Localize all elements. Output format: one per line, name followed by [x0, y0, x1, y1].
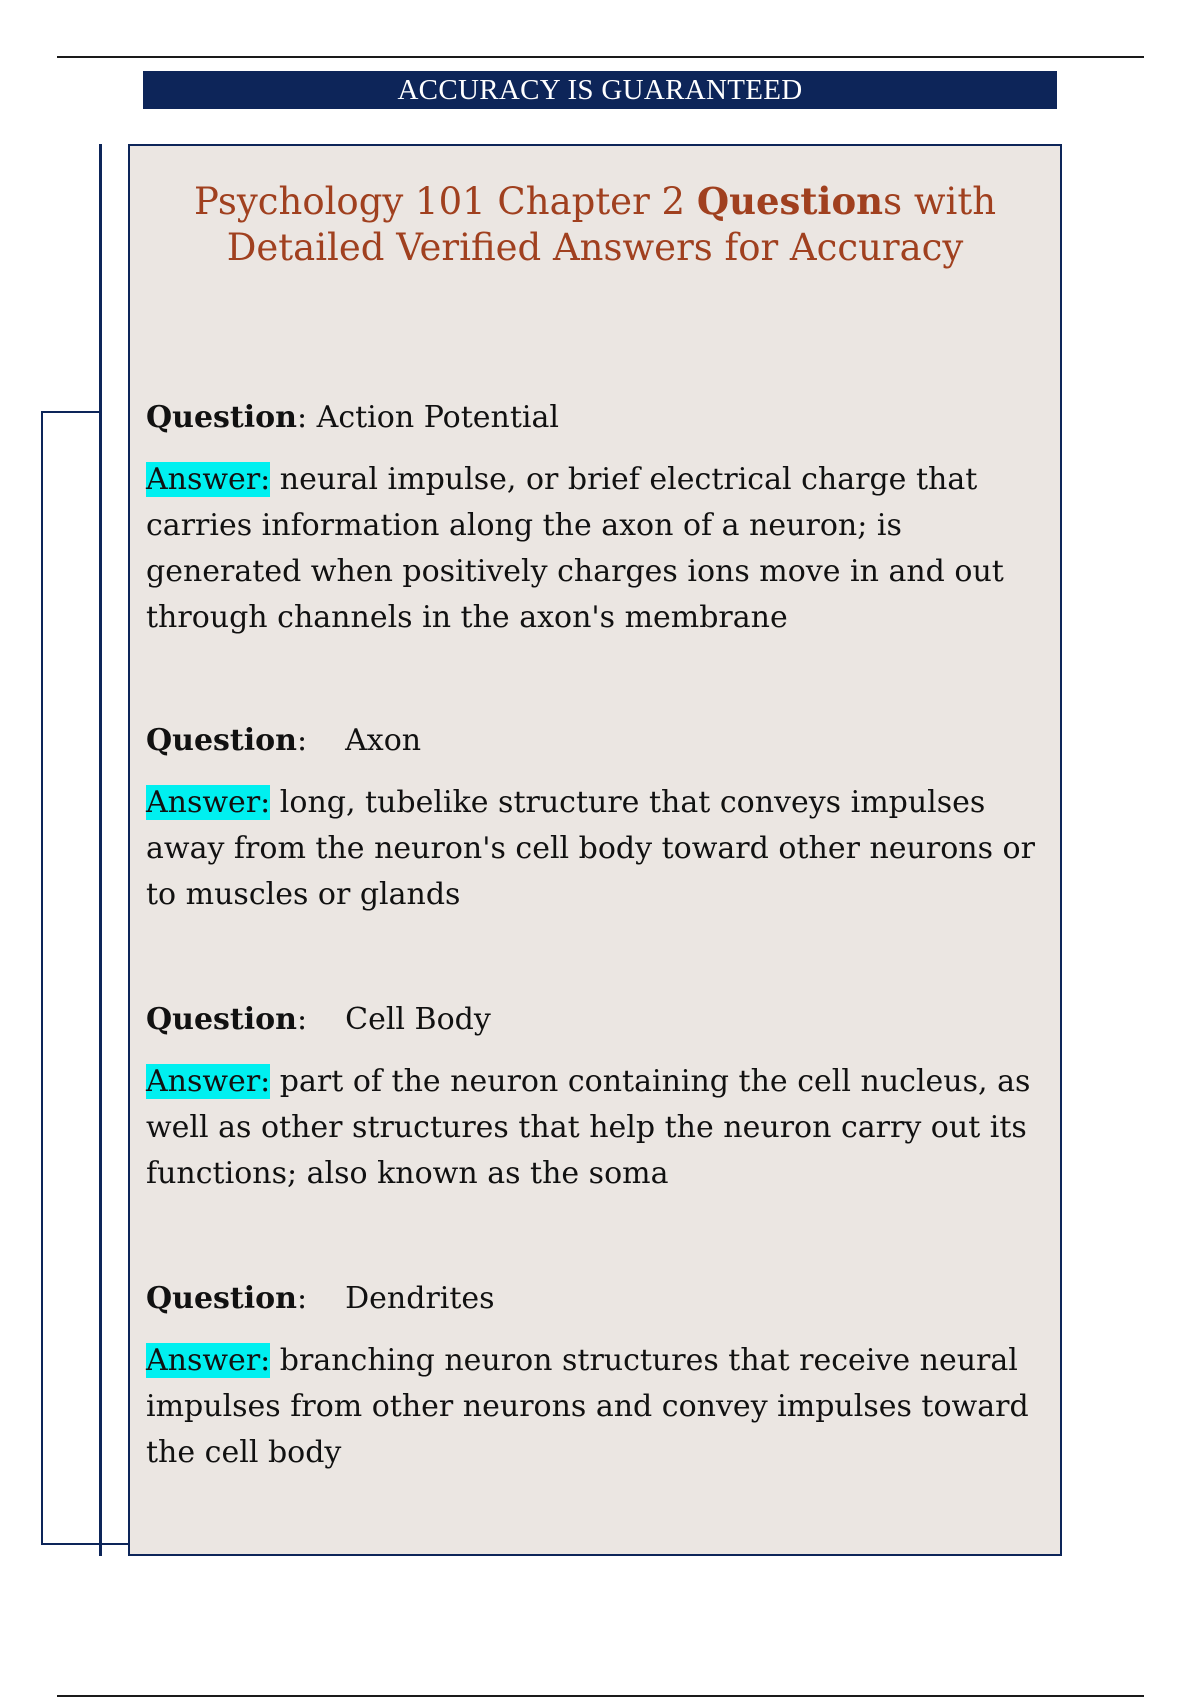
answer-text: branching neuron structures that receive neural impulses from other neurons and convey impulses toward the cell body: [146, 1343, 1029, 1470]
qa-item: [146, 398, 1051, 641]
question-label: Question: [146, 723, 297, 758]
question-line: [146, 721, 1051, 761]
answer-text: long, tubelike structure that conveys impulses away from the neuron's cell body toward other neurons or to muscles or glands: [146, 785, 1035, 912]
answer-line: [146, 1059, 1051, 1197]
top-divider: [57, 56, 1144, 58]
bottom-divider: [57, 1695, 1144, 1697]
left-accent-line: [99, 144, 102, 1556]
accuracy-banner: ACCURACY IS GUARANTEED: [143, 71, 1057, 109]
question-label: Question: [146, 400, 297, 435]
title-bold-part: Question: [696, 179, 884, 223]
title-part-2: s with Detailed Verified Answers for Accuracy: [226, 180, 997, 269]
question-term: Axon: [345, 723, 422, 758]
title-part-1: Psychology 101 Chapter 2: [193, 180, 697, 223]
qa-item: [146, 1279, 1051, 1476]
question-term: Dendrites: [345, 1281, 495, 1316]
question-term: Cell Body: [345, 1002, 491, 1037]
answer-label: Answer:: [146, 1343, 271, 1378]
qa-item: [146, 721, 1051, 918]
answer-line: [146, 780, 1051, 918]
qa-item: [146, 1000, 1051, 1197]
question-label: Question: [146, 1002, 297, 1037]
question-label: Question: [146, 1281, 297, 1316]
question-line: [146, 1279, 1051, 1319]
answer-label: Answer:: [146, 1064, 271, 1099]
question-line: [146, 1000, 1051, 1040]
answer-line: [146, 1338, 1051, 1476]
answer-label: Answer:: [146, 462, 271, 497]
question-separator: :: [297, 1002, 308, 1037]
question-separator: :: [297, 723, 308, 758]
answer-label: Answer:: [146, 785, 271, 820]
question-separator: :: [297, 1281, 308, 1316]
question-term: Action Potential: [316, 400, 559, 435]
question-separator: :: [297, 400, 317, 435]
answer-text: neural impulse, or brief electrical charge that carries information along the axon of a neuron; is generated when positively charges ions move in and out through channels in the axon's membrane: [146, 462, 1004, 635]
left-bracket-decoration: [41, 411, 99, 1545]
answer-text: part of the neuron containing the cell nucleus, as well as other structures that help the neuron carry out its functions; also known as the soma: [146, 1064, 1031, 1191]
question-line: [146, 398, 1051, 438]
document-title: [130, 178, 1060, 271]
answer-line: [146, 457, 1051, 641]
qa-card: [128, 144, 1062, 1556]
